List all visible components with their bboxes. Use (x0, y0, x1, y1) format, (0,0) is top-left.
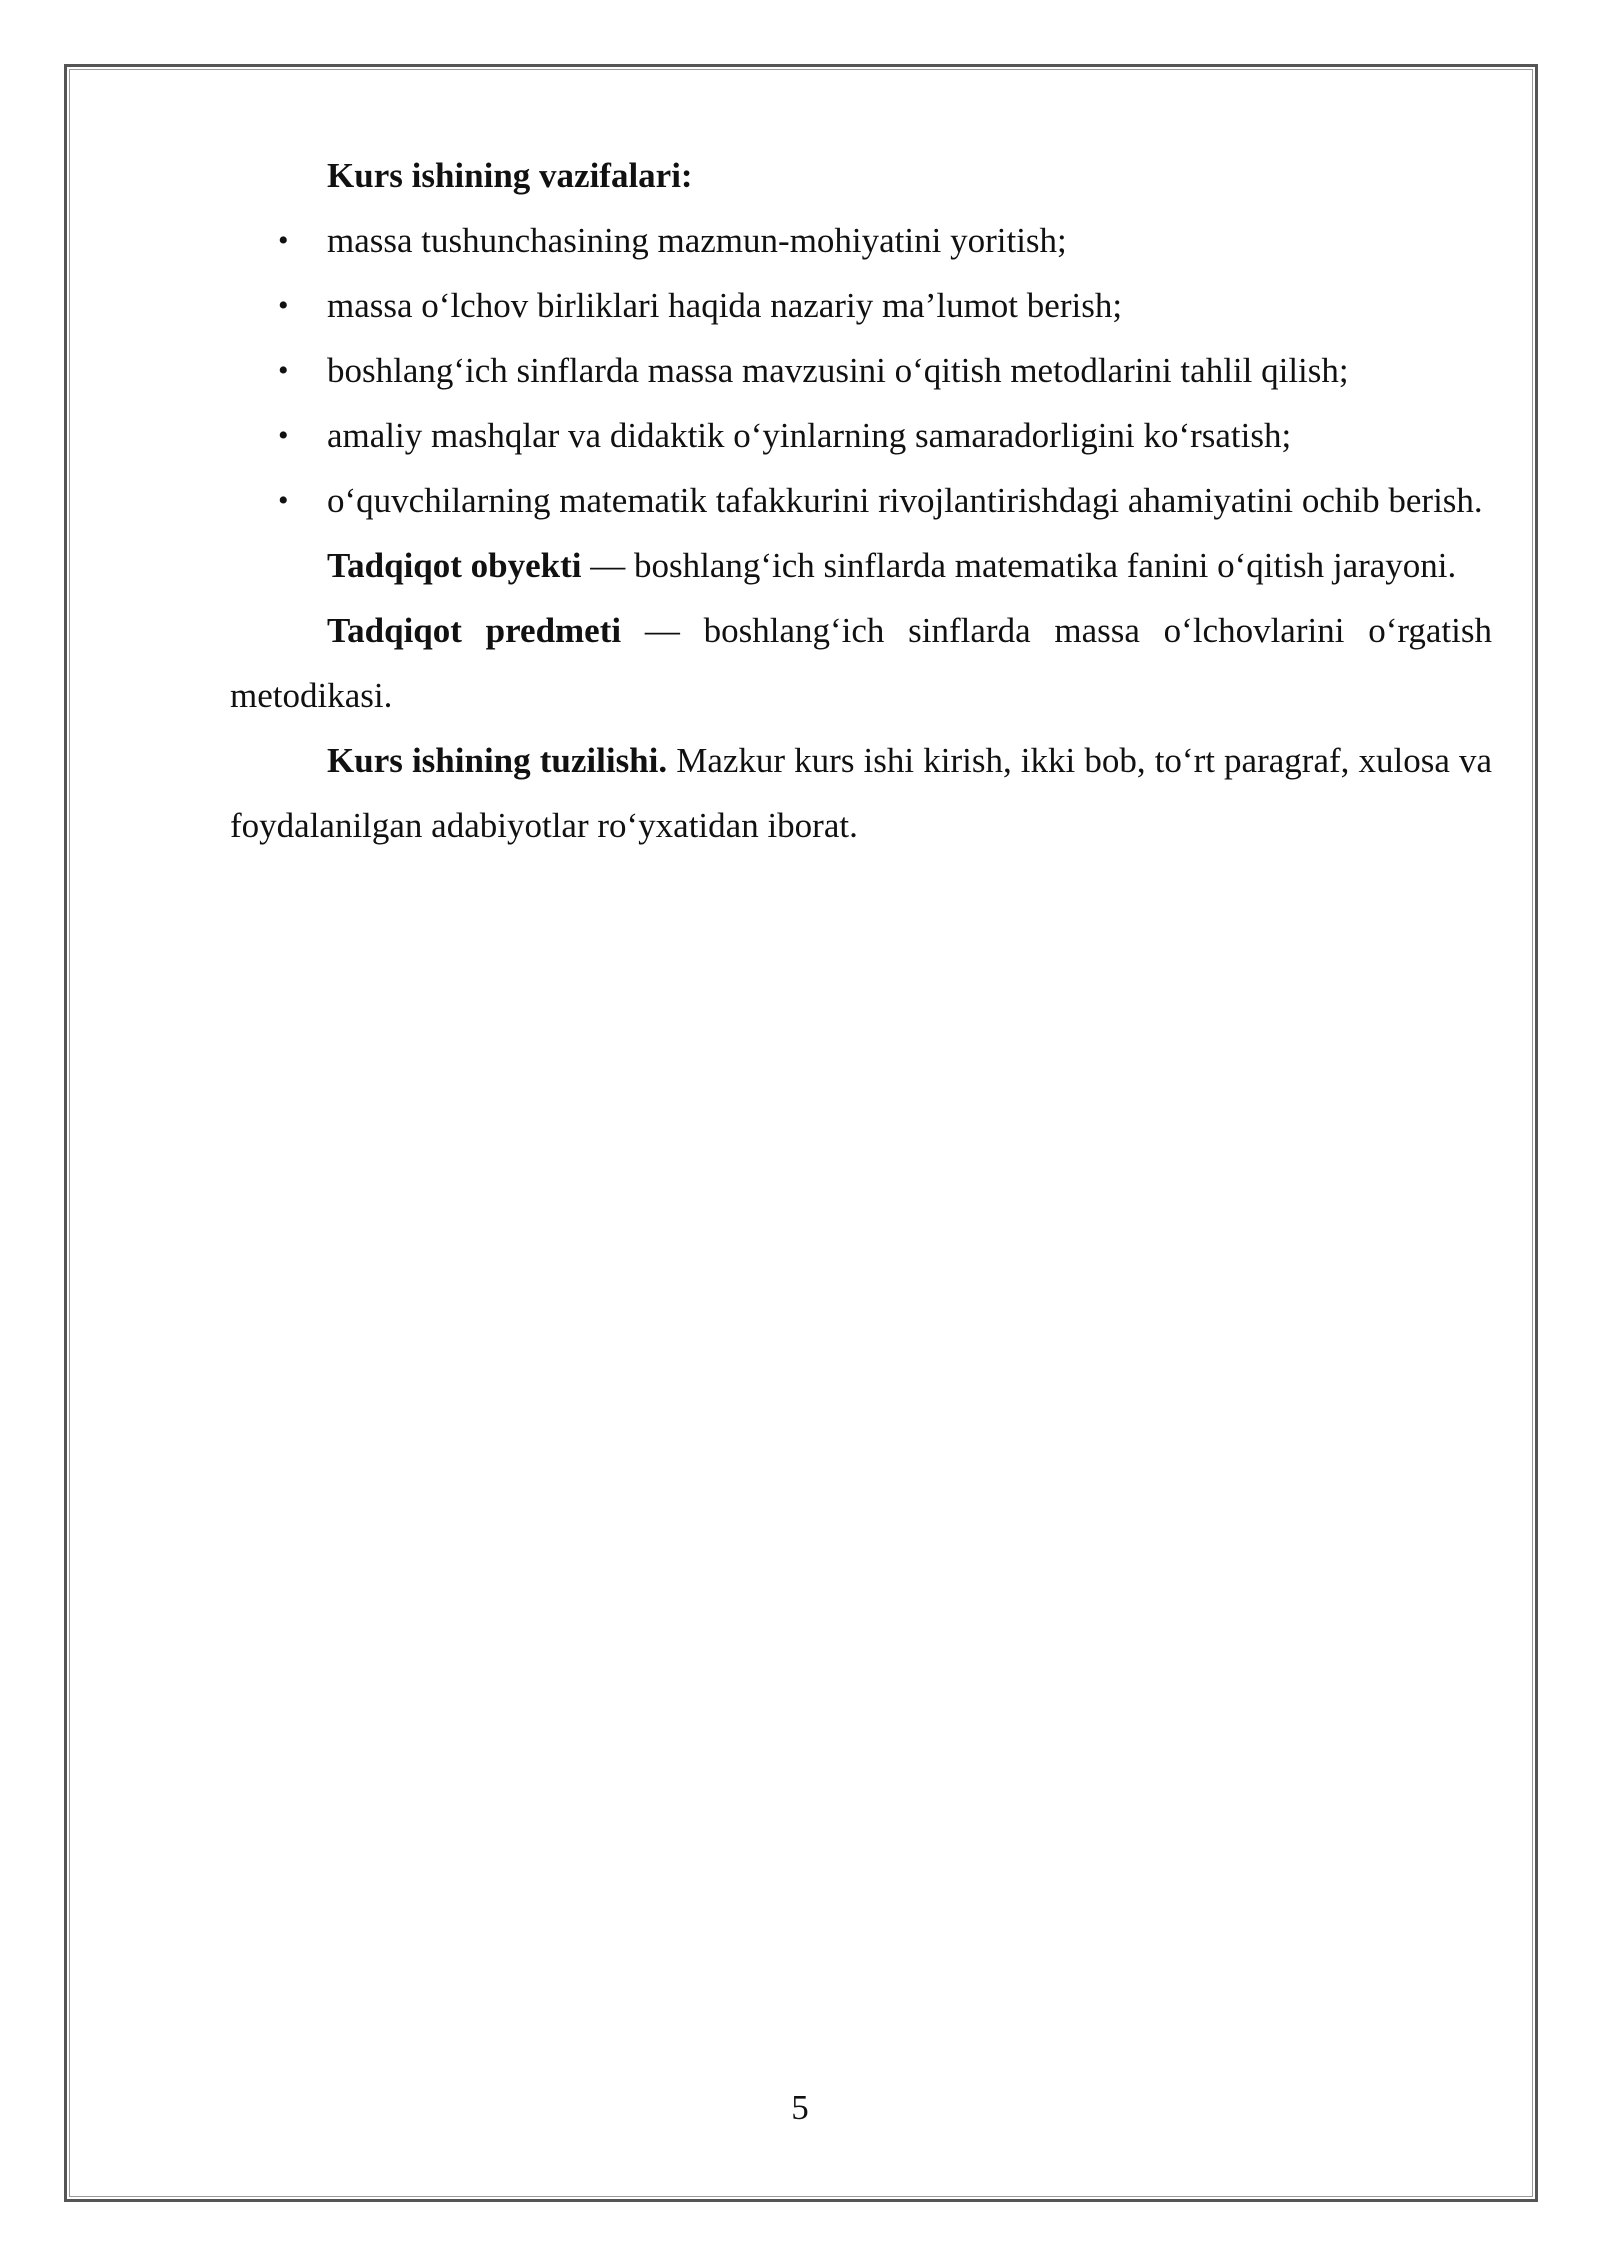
list-item-text: massa tushunchasining mazmun-mohiyatini yoritish; (327, 221, 1067, 260)
bullet-icon: • (278, 419, 289, 452)
research-subject-text: — boshlang‘ich sinflarda massa o‘lchovlarini o‘rgatish metodikasi. (230, 611, 1492, 715)
list-item (230, 208, 1492, 273)
list-item-text: massa o‘lchov birliklari haqida nazariy ma’lumot berish; (327, 286, 1123, 325)
structure-label: Kurs ishining tuzilishi. (327, 741, 668, 780)
research-object-paragraph (230, 533, 1492, 598)
list-item-text: amaliy mashqlar va didaktik o‘yinlarning samaradorligini ko‘rsatish; (327, 416, 1292, 455)
tasks-heading: Kurs ishining vazifalari: (327, 156, 693, 195)
research-subject-paragraph (230, 598, 1492, 728)
research-subject-label: Tadqiqot predmeti (327, 611, 622, 650)
research-object-label: Tadqiqot obyekti (327, 546, 582, 585)
document-body (230, 143, 1492, 858)
list-item (230, 338, 1492, 403)
bullet-icon: • (278, 289, 289, 322)
bullet-icon: • (278, 354, 289, 387)
bullet-icon: • (278, 484, 289, 517)
tasks-list (230, 208, 1492, 533)
structure-text: Mazkur kurs ishi kirish, ikki bob, to‘rt paragraf, xulosa va foydalanilgan adabiyotlar ro‘yxatidan iborat. (230, 741, 1492, 845)
list-item (230, 273, 1492, 338)
bullet-icon: • (278, 224, 289, 257)
list-item-text: o‘quvchilarning matematik tafakkurini rivojlantirishdagi ahamiyatini ochib berish. (327, 481, 1483, 520)
research-object-text: — boshlang‘ich sinflarda matematika fanini o‘qitish jarayoni. (581, 546, 1457, 585)
list-item-text: boshlang‘ich sinflarda massa mavzusini o‘qitish metodlarini tahlil qilish; (327, 351, 1349, 390)
page-number: 5 (791, 2088, 809, 2127)
list-item (230, 468, 1492, 533)
structure-paragraph (230, 728, 1492, 858)
list-item (230, 403, 1492, 468)
